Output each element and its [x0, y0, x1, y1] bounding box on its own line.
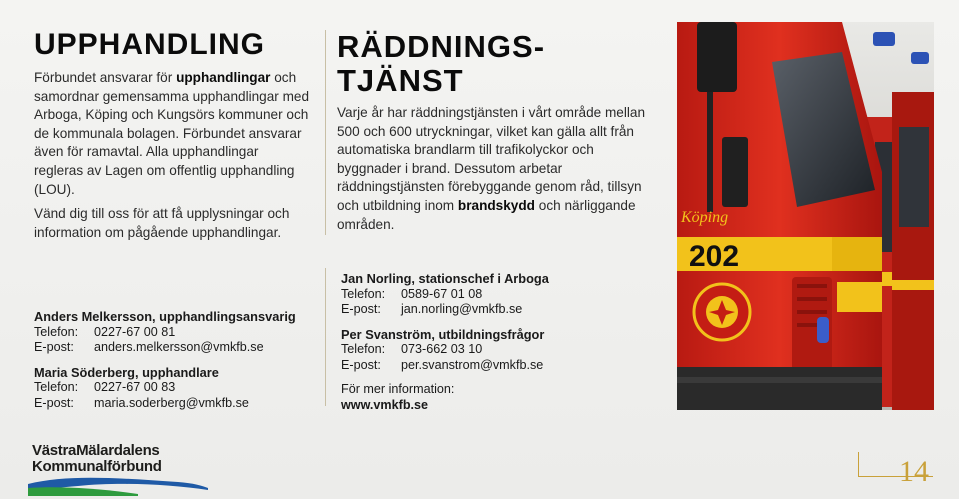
truck-number-text: 202 — [689, 240, 740, 273]
raddning-text-end: och närliggande områden. — [337, 197, 636, 232]
column-divider-bottom — [325, 268, 326, 406]
upphandling-paragraph — [34, 69, 310, 199]
phone-label: Telefon: — [341, 342, 386, 356]
raddningstjanst-paragraph — [337, 104, 647, 234]
contact-name: Anders Melkersson, upphandlingsansvarig — [34, 309, 296, 324]
email-label: E-post: — [341, 302, 381, 316]
phone-number: 0227-67 00 83 — [94, 380, 176, 394]
phone-number: 0589-67 01 08 — [401, 286, 483, 301]
upphandling-text-end: och samordnar gemensamma upphandlingar med Arboga, Köping och Kungsörs kommuner och de kommunala bolagen. Förbundet ansvarar även för ramavtal. Alla upphandlingar regleras av Lagen om offentlig upphandling (LOU). — [34, 70, 310, 197]
contact-name: Per Svanström, utbildningsfrågor — [341, 326, 545, 342]
email-address[interactable]: jan.norling@vmkfb.se — [401, 302, 523, 316]
more-info-label: För mer information: — [341, 382, 455, 396]
phone-label: Telefon: — [34, 380, 79, 394]
email-label: E-post: — [341, 357, 381, 372]
phone-number: 0227-67 00 81 — [94, 324, 176, 339]
upphandling-text-start: Förbundet ansvarar för — [34, 70, 177, 85]
brandskydd-bold: brandskydd — [457, 197, 535, 213]
page-number: 14 — [899, 455, 929, 488]
fire-trucks-illustration — [677, 22, 934, 410]
heading-line-1: RÄDDNINGS- — [337, 29, 546, 64]
contact-name: Jan Norling, stationschef i Arboga — [341, 271, 549, 286]
upphandling-heading: UPPHANDLING — [34, 28, 266, 61]
contact-anders — [34, 309, 296, 356]
logo-line-2: Kommunalförbund — [32, 458, 162, 475]
vastra-malardalens-logo — [28, 440, 208, 495]
email-label: E-post: — [34, 395, 74, 410]
fire-trucks-photo — [677, 22, 934, 410]
logo-line-1: VästraMälardalens — [32, 442, 160, 459]
contact-jan — [341, 271, 549, 318]
heading-line-2: TJÄNST — [337, 63, 464, 98]
page-corner-vertical — [858, 452, 859, 477]
truck-script-text: Köping — [681, 209, 729, 226]
more-info — [341, 382, 549, 413]
contact-name: Maria Söderberg, upphandlare — [34, 364, 219, 380]
column-divider-top — [325, 30, 326, 235]
upphandlingar-bold: upphandlingar — [176, 70, 271, 85]
email-address[interactable]: per.svanstrom@vmkfb.se — [401, 357, 544, 372]
email-address[interactable]: maria.soderberg@vmkfb.se — [94, 395, 249, 410]
email-label: E-post: — [34, 340, 74, 354]
phone-number: 073-662 03 10 — [401, 342, 483, 356]
raddning-contacts — [341, 271, 549, 413]
raddning-text-start: Varje år har räddningstjänsten i vårt område mellan 500 och 600 utryckningar, vilket kan gälla allt från automatiska brandlarm till trafikolyckor och byggnader i brand. Dessutom arbetar räddningstjänsten förebyggande genom råd, tillsyn och utbildning inom — [337, 105, 646, 213]
phone-label: Telefon: — [34, 324, 79, 339]
upphandling-contact-paragraph: Vänd dig till oss för att få upplysningar och information om pågående upphandlingar. — [34, 206, 290, 240]
contact-maria — [34, 365, 296, 412]
email-address[interactable]: anders.melkersson@vmkfb.se — [94, 340, 264, 354]
logo-wave-icon — [28, 476, 208, 496]
contact-per — [341, 327, 549, 374]
raddningstjanst-heading — [337, 30, 657, 98]
upphandling-contacts — [34, 309, 296, 411]
website-link[interactable]: www.vmkfb.se — [341, 397, 429, 412]
phone-label: Telefon: — [341, 286, 386, 301]
